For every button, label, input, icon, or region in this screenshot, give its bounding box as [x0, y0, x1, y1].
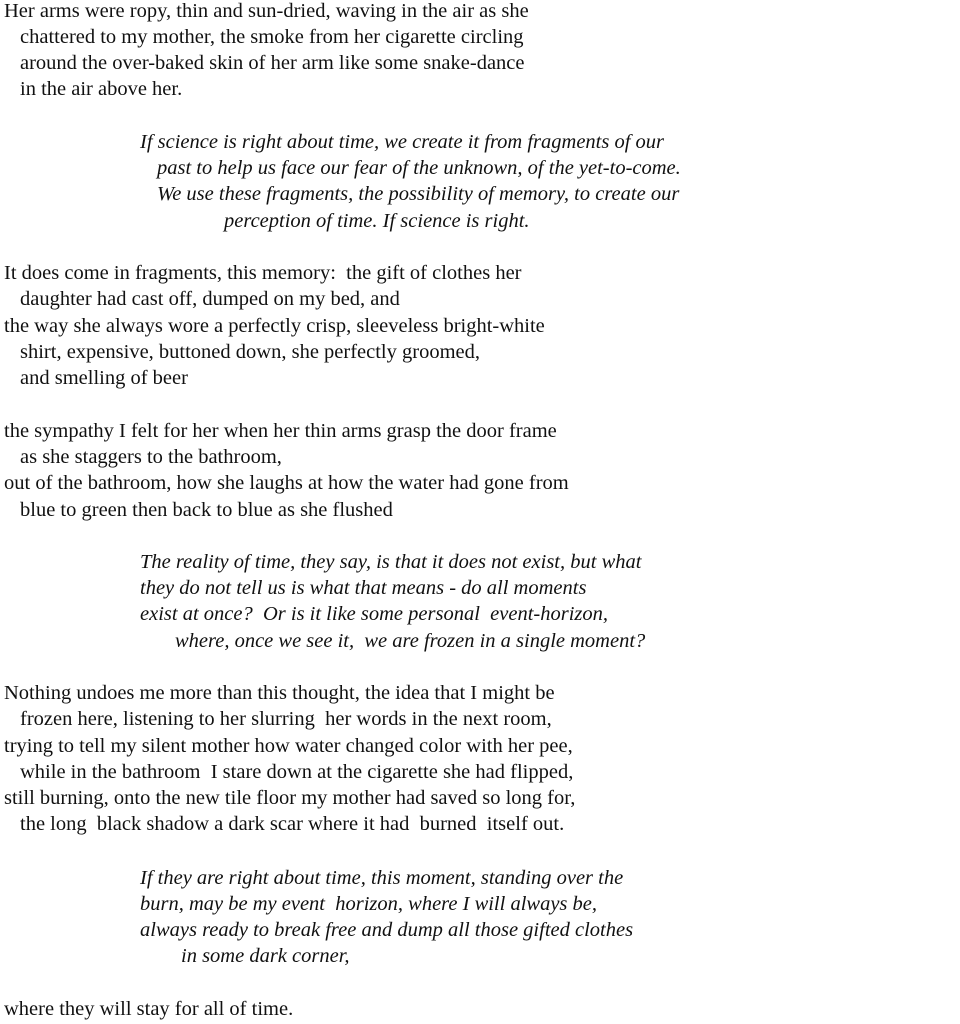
poem-line: It does come in fragments, this memory: the gift of clothes her	[4, 262, 522, 284]
poem-line: in some dark corner,	[181, 945, 350, 967]
poem-line: blue to green then back to blue as she flushed	[20, 499, 393, 521]
poem-line: past to help us face our fear of the unknown, of the yet-to-come.	[157, 157, 681, 179]
poem-line: If they are right about time, this moment, standing over the	[140, 867, 624, 889]
poem-line: daughter had cast off, dumped on my bed, and	[20, 288, 400, 310]
poem-line: Her arms were ropy, thin and sun-dried, waving in the air as she	[4, 0, 529, 22]
poem-line: around the over-baked skin of her arm like some snake-dance	[20, 52, 525, 74]
poem-line: frozen here, listening to her slurring her words in the next room,	[20, 708, 552, 730]
poem-line: always ready to break free and dump all those gifted clothes	[140, 919, 634, 941]
poem-line: and smelling of beer	[20, 367, 188, 389]
poem-line: exist at once? Or is it like some personal event-horizon,	[140, 603, 608, 625]
poem-line: chattered to my mother, the smoke from her cigarette circling	[20, 26, 524, 48]
poem-line: The reality of time, they say, is that it does not exist, but what	[140, 551, 642, 573]
poem-line: in the air above her.	[20, 78, 183, 100]
poem-line: We use these fragments, the possibility of memory, to create our	[157, 183, 680, 205]
poem-line: Nothing undoes me more than this thought, the idea that I might be	[4, 682, 555, 704]
poem-line: If science is right about time, we create it from fragments of our	[140, 131, 665, 153]
poem-line: out of the bathroom, how she laughs at how the water had gone from	[4, 472, 569, 494]
poem-line: the sympathy I felt for her when her thin arms grasp the door frame	[4, 420, 557, 442]
poem-line: burn, may be my event horizon, where I will always be,	[140, 893, 597, 915]
poem-line: where, once we see it, we are frozen in a single moment?	[175, 630, 646, 652]
poem-line: perception of time. If science is right.	[224, 210, 530, 232]
poem-line: the way she always wore a perfectly crisp, sleeveless bright-white	[4, 315, 545, 337]
poem-line: while in the bathroom I stare down at the cigarette she had flipped,	[20, 761, 574, 783]
poem-line: shirt, expensive, buttoned down, she perfectly groomed,	[20, 341, 480, 363]
poem-line: trying to tell my silent mother how water changed color with her pee,	[4, 735, 573, 757]
poem-line: still burning, onto the new tile floor my mother had saved so long for,	[4, 787, 576, 809]
poem-line: as she staggers to the bathroom,	[20, 446, 282, 468]
poem-line: where they will stay for all of time.	[4, 998, 294, 1020]
poem-line: they do not tell us is what that means - do all moments	[140, 577, 587, 599]
poem-line: the long black shadow a dark scar where it had burned itself out.	[20, 813, 565, 835]
